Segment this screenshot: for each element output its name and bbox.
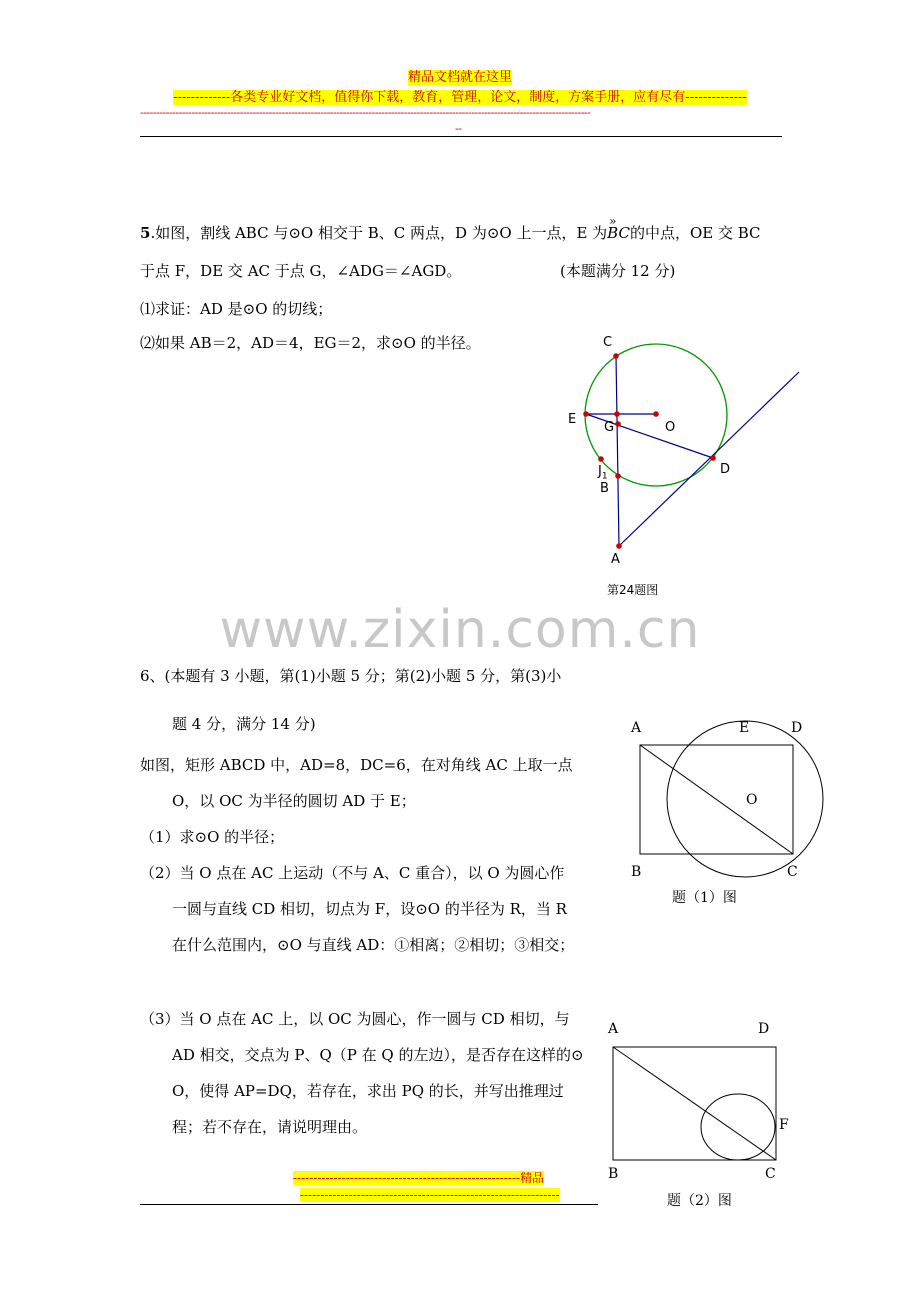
header-dash-line: -------------------------------------------------------------------------------------------------------------------------------------------- xyxy=(140,106,591,119)
fig2-label-f: F xyxy=(779,1117,789,1133)
fig24-label-a: A xyxy=(611,552,620,567)
fig24-label-d: D xyxy=(720,462,731,477)
fig1-label-b: B xyxy=(631,864,642,880)
problem6-q3-line1: （3）当 O 点在 AC 上，以 OC 为圆心，作一圆与 CD 相切，与 xyxy=(140,1010,570,1028)
problem5-q2: ⑵如果 AB＝2，AD＝4，EG＝2，求⊙O 的半径。 xyxy=(140,334,481,352)
problem6-stem1: 如图，矩形 ABCD 中，AD=8，DC=6，在对角线 AC 上取一点 xyxy=(140,756,573,774)
footer-line1-text: --------------------------------------------------------精品 xyxy=(293,1171,545,1185)
problem6-q3-line3: O，使得 AP=DQ，若存在，求出 PQ 的长，并写出推理过 xyxy=(172,1082,564,1100)
fig1-caption: 题（1）图 xyxy=(672,890,737,906)
problem5-score: (本题满分 12 分) xyxy=(560,262,676,280)
fig1-label-o: O xyxy=(746,792,758,808)
arc-mark-icon: » xyxy=(609,214,617,228)
problem6-q2-line3: 在什么范围内，⊙O 与直线 AD：①相离；②相切；③相交； xyxy=(172,936,575,954)
fig1-label-a: A xyxy=(631,720,642,736)
problem5-line2: 于点 F，DE 交 AC 于点 G，∠ADG＝∠AGD。 xyxy=(140,262,462,280)
problem5-line1-a: .如图，割线 ABC 与⊙O 相交于 B、C 两点，D 为⊙O 上一点，E 为 xyxy=(150,224,608,242)
problem6-q3-line4: 程；若不存在，请说明理由。 xyxy=(172,1118,368,1136)
header-title-text: 精品文档就在这里 xyxy=(407,70,512,85)
fig1-label-c: C xyxy=(787,864,798,880)
problem6-q3-line2: AD 相交，交点为 P、Q（P 在 Q 的左边），是否存在这样的⊙ xyxy=(172,1046,584,1064)
problem6-intro1: 6、(本题有 3 小题，第(1)小题 5 分；第(2)小题 5 分，第(3)小 xyxy=(140,667,562,685)
fig24-label-j-main: J xyxy=(598,464,602,479)
problem6-stem2: O，以 OC 为半径的圆切 AD 于 E； xyxy=(172,792,416,810)
fig2-circle xyxy=(701,1094,775,1160)
fig24-label-e: E xyxy=(568,412,577,427)
fig2-label-d: D xyxy=(758,1021,770,1037)
fig1-label-e: E xyxy=(739,720,750,736)
problem6-q1: （1）求⊙O 的半径； xyxy=(140,828,285,846)
fig24-label-b: B xyxy=(600,481,609,496)
footer-rule xyxy=(140,1204,598,1205)
fig2-label-b: B xyxy=(608,1166,619,1182)
fig24-label-c: C xyxy=(603,335,613,350)
watermark: www.zixin.com.cn xyxy=(219,600,701,660)
fig1-label-d: D xyxy=(791,720,803,736)
fig24-label-o: O xyxy=(665,420,676,435)
footer-line2 xyxy=(300,1188,560,1202)
footer-line2-text: ---------------------------------------------------------------- xyxy=(300,1188,560,1202)
problem6-q2-line2: 一圆与直线 CD 相切，切点为 F，设⊙O 的半径为 R，当 R xyxy=(172,900,567,918)
fig24-label-j-sub: 1 xyxy=(601,471,608,482)
fig2-label-a: A xyxy=(608,1021,619,1037)
header-banner-text: -------------各类专业好文档，值得你下载，教育，管理，论文，制度，方案手册，应有尽有-------------- xyxy=(173,90,747,105)
fig24-label-g: G xyxy=(604,420,615,435)
footer-line1 xyxy=(293,1169,544,1186)
problem5-number: 5 xyxy=(140,224,151,242)
fig24-caption: 第24题图 xyxy=(607,583,659,597)
problem6-intro2: 题 4 分，满分 14 分) xyxy=(172,715,316,733)
problem5-q1: ⑴求证：AD 是⊙O 的切线； xyxy=(140,300,333,318)
problem6-q2-line1: （2）当 O 点在 AC 上运动（不与 A、C 重合），以 O 为圆心作 xyxy=(140,864,565,882)
problem5-line1-b: 的中点，OE 交 BC xyxy=(629,224,761,242)
header-dash-tail: -- xyxy=(455,122,462,135)
fig2-diagonal xyxy=(613,1047,776,1160)
fig2-label-c: C xyxy=(765,1166,776,1182)
problem5-arc-label: BC xyxy=(607,224,630,242)
fig2-caption: 题（2）图 xyxy=(667,1193,732,1209)
